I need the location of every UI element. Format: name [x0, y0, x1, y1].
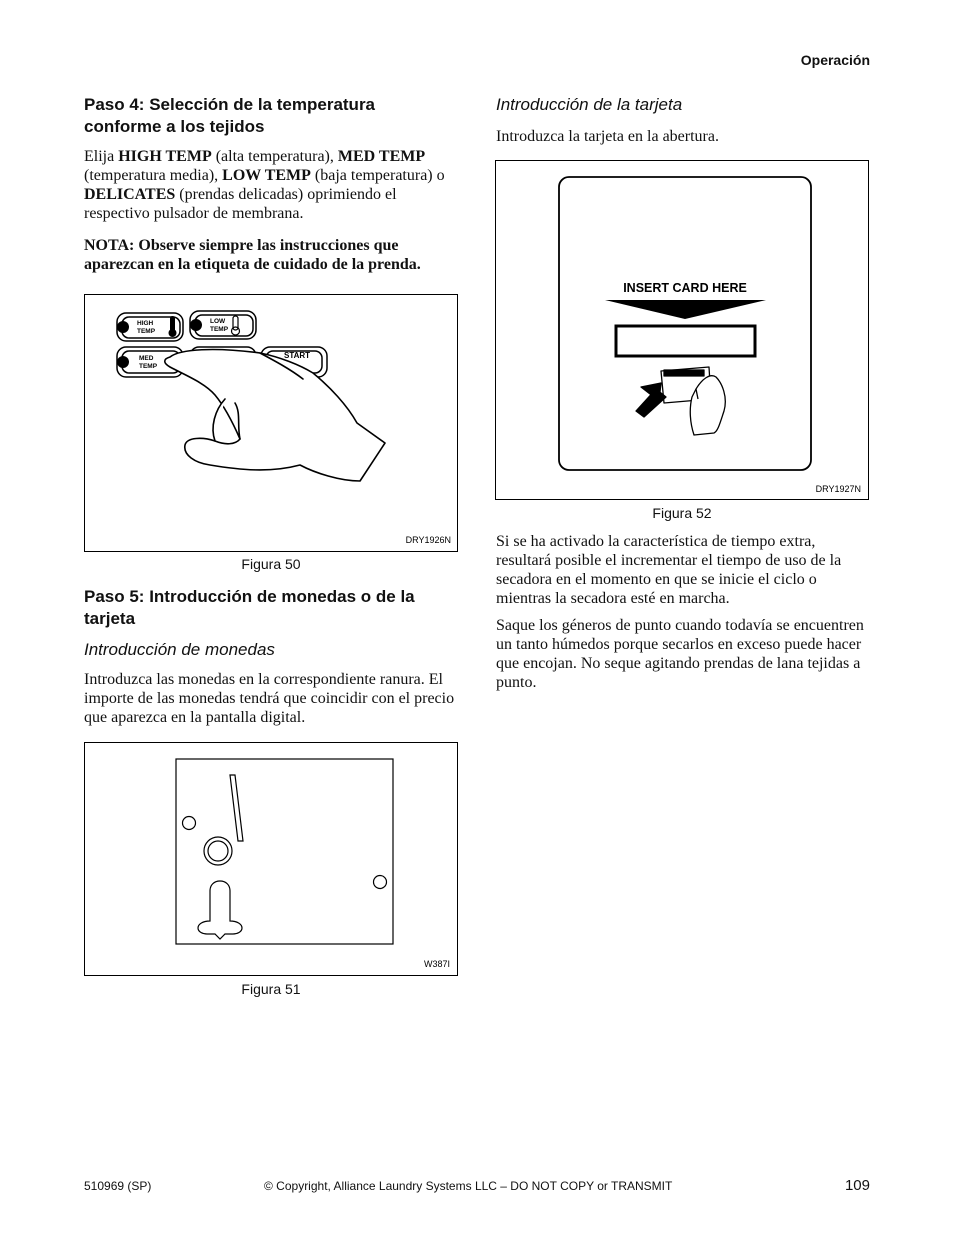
step4-text-run: (prendas delicadas) oprimiendo el respectivo pulsador de membrana.: [84, 186, 397, 222]
step4-heading: Paso 4: Selección de la temperatura conforme a los tejidos: [84, 95, 376, 136]
coin-subheading: Introducción de monedas: [84, 640, 275, 659]
page-number: 109: [844, 1177, 870, 1194]
screw-hole-icon: [183, 817, 196, 830]
figure-50: [84, 294, 458, 552]
step4-text-run: Elija: [84, 148, 119, 165]
step4-text-run: (alta temperatura),: [211, 148, 338, 165]
step4-paragraph: [84, 147, 458, 223]
coin-paragraph: Introduzca las monedas en la correspondiente ranura. El importe de las monedas tendrá que coincidir con el precio que aparezca en la pantalla digital.: [84, 671, 455, 726]
screw-hole-icon: [374, 876, 387, 889]
temperature-buttons-illustration: [85, 295, 457, 551]
start-label: START: [284, 351, 311, 360]
card-slot: [616, 326, 755, 356]
card-reader-panel: [559, 177, 811, 470]
figure-52: [495, 160, 869, 500]
card-in-hand-icon: [636, 367, 725, 435]
coin-knob-icon: [198, 881, 242, 939]
figure-52-code: DRY1927N: [815, 484, 861, 494]
coin-slot-illustration: [85, 743, 457, 975]
running-header: Operación: [800, 52, 870, 68]
med-temp-label-2: TEMP: [139, 363, 158, 370]
footer-doc-number: 510969 (SP): [84, 1179, 152, 1193]
figure-51: [84, 742, 458, 976]
step4-option-name: MED TEMP: [337, 148, 426, 165]
step4-text-run: (temperatura media),: [84, 167, 223, 184]
step4-option-name: HIGH TEMP: [118, 148, 212, 165]
step4-option-name: LOW TEMP: [222, 167, 311, 184]
figure-50-caption: Figura 50: [241, 556, 301, 572]
step4-text-run: (baja temperatura) o: [310, 167, 445, 184]
figure-52-caption: Figura 52: [652, 505, 712, 521]
med-temp-indicator-icon: [117, 356, 129, 368]
low-temp-indicator-icon: [190, 319, 202, 331]
med-temp-label-1: MED: [139, 355, 154, 362]
high-temp-label-2: TEMP: [137, 328, 156, 335]
high-temp-indicator-icon: [117, 321, 129, 333]
step4-option-name: DELICATES: [84, 186, 176, 203]
card-reader-illustration: [496, 161, 868, 499]
insert-card-label: INSERT CARD HERE: [623, 281, 747, 295]
arrow-down-icon: [605, 300, 766, 319]
footer-copyright: © Copyright, Alliance Laundry Systems LLC – DO NOT COPY or TRANSMIT: [264, 1179, 673, 1193]
coin-slot-icon: [230, 775, 243, 841]
step5-heading: Paso 5: Introducción de monedas o de la tarjeta: [84, 587, 415, 628]
high-temp-label-1: HIGH: [137, 320, 154, 327]
figure-51-caption: Figura 51: [241, 981, 301, 997]
card-subheading: Introducción de la tarjeta: [496, 95, 683, 114]
figure-51-code: W387I: [423, 959, 450, 969]
knit-goods-paragraph: Saque los géneros de punto cuando todavía se encuentren un tanto húmedos porque secarlos en exceso puede hacer que encojan. No seque agitando prendas de lana tejidas a punto.: [496, 617, 864, 691]
low-temp-label-2: TEMP: [210, 326, 229, 333]
step4-note: NOTA: Observe siempre las instrucciones que aparezcan en la etiqueta de cuidado de la prenda.: [84, 237, 421, 273]
card-intro: Introduzca la tarjeta en la abertura.: [496, 128, 719, 145]
figure-50-code: DRY1926N: [405, 535, 451, 545]
extra-time-paragraph: Si se ha activado la característica de tiempo extra, resultará posible el incrementar el tiempo de uso de la secadora en el momento en que se inicie el ciclo o mientras la secadora esté en marcha.: [496, 533, 842, 607]
pointing-hand-icon: [165, 350, 385, 481]
low-temp-label-1: LOW: [210, 318, 226, 325]
